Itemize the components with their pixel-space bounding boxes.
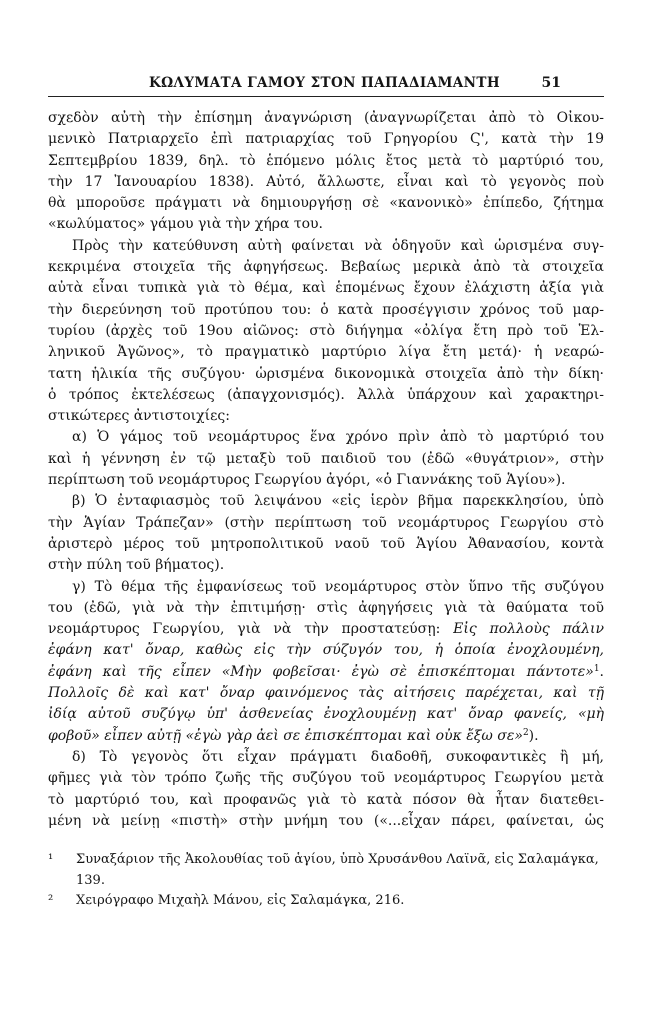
item-d-line: μένη νὰ μείνῃ «πιστὴ» στὴν μνήμη του («...εἶχαν πάρει, φαίνεται, ὡς bbox=[48, 812, 604, 829]
item-b-line: β) Ὁ ἐνταφιασμὸς τοῦ λειψάνου «εἰς ἱερὸν βῆμα παρεκκλησίου, ὑπὸ bbox=[72, 493, 604, 510]
quote-italic: Εἰς πολλοὺς πάλιν bbox=[453, 621, 605, 638]
text-line: ὁ τρόπος ἐκτελέσεως (ἀπαγχονισμός). Ἀλλὰ ὑπάρχουν καὶ χαρακτηρι- bbox=[48, 386, 604, 403]
quote-italic-line: Πολλοῖς δὲ καὶ κατ' ὄναρ φαινόμενος τὰς αἰτήσεις παρέχεται, καὶ τῇ bbox=[48, 685, 604, 702]
item-c-line: του (ἐδῶ, γιὰ νὰ τὴν ἐπιτιμήσῃ· στὶς ἀφηγήσεις γιὰ τὰ θαύματα τοῦ bbox=[48, 599, 604, 616]
item-a-line: περίπτωση τοῦ νεομάρτυρος Γεωργίου ἀγόρι, «ὁ Γιαννάκης τοῦ Ἁγίου»). bbox=[48, 472, 566, 489]
footnote-text: Συναξάριον τῆς Ἀκολουθίας τοῦ ἁγίου, ὑπὸ Χρυσάνθου Λαϊνᾶ, εἰς Σαλαμάγκα, bbox=[76, 852, 599, 867]
page-number: 51 bbox=[541, 75, 561, 91]
text-line: στικώτερες ἀντιστοιχίες: bbox=[48, 408, 230, 425]
running-title: ΚΩΛΥΜΑΤΑ ΓΑΜΟΥ ΣΤΟΝ ΠΑΠΑΔΙΑΜΑΝΤΗ bbox=[148, 75, 501, 91]
footnotes bbox=[48, 850, 604, 912]
text-line: μενικὸ Πατριαρχεῖο ἐπὶ πατριαρχίας τοῦ Γρηγορίου Ϛ', κατὰ τὴν 19 bbox=[48, 131, 604, 148]
text-line: αὐτὰ εἶναι τυπικὰ γιὰ τὸ θέμα, καὶ ἑπομένως ἔχουν ἐλάχιστη ἀξία γιὰ bbox=[48, 280, 604, 297]
text-line: τυρίου (ἀρχὲς τοῦ 19ου αἰῶνος: στὸ διήγημα «ὀλίγα ἔτη πρὸ τοῦ Ἑλ- bbox=[48, 322, 604, 339]
quote-italic-line: ἐφάνη καὶ τῆς εἶπεν «Μὴν φοβεῖσαι· ἐγὼ σὲ ἐπισκέπτομαι πάντοτε»$^1$. bbox=[48, 663, 604, 680]
text-line: τὴν 17 Ἰανουαρίου 1838). Αὐτό, ἄλλωστε, εἶναι καὶ τὸ γεγονὸς ποὺ bbox=[48, 173, 604, 190]
item-d-line: τὸ μαρτύριό του, καὶ προφανῶς γιὰ τὸ κατὰ πόσον θὰ ἦταν διατεθει- bbox=[48, 791, 604, 808]
footnote-marker: ¹ bbox=[48, 852, 54, 867]
footnote bbox=[48, 891, 604, 912]
footnote-continuation: 139. bbox=[76, 872, 105, 888]
item-b-line: ἀριστερὸ μέρος τοῦ μητροπολιτικοῦ ναοῦ τοῦ Ἁγίου Ἀθανασίου, κοντὰ bbox=[48, 535, 604, 552]
item-b-line: τὴν Ἁγίαν Τράπεζαν» (στὴν περίπτωση τοῦ νεομάρτυρος Γεωργίου στὸ bbox=[48, 514, 604, 531]
text-line: ληνικοῦ Ἀγῶνος», τὸ πραγματικὸ μαρτύριο λίγα ἔτη μετά)· ἡ νεαρώ- bbox=[48, 344, 604, 361]
header-rule bbox=[48, 96, 604, 97]
item-c-text: νεομάρτυρος Γεωργίου, γιὰ νὰ τὴν προστατεύσῃ: bbox=[48, 621, 441, 638]
footnote-ref: 1 bbox=[593, 663, 600, 674]
footnote-ref: 2 bbox=[522, 727, 529, 738]
text-line: σχεδὸν αὐτὴ τὴν ἐπίσημη ἀναγνώριση (ἀναγνωρίζεται ἀπὸ τὸ Οἰκου- bbox=[48, 110, 604, 126]
item-d-line: φῆμες γιὰ τὸν τρόπο ζωῆς τῆς συζύγου τοῦ νεομάρτυρος Γεωργίου μετὰ bbox=[48, 770, 604, 787]
quote-italic-line bbox=[48, 726, 604, 747]
item-a-line: α) Ὁ γάμος τοῦ νεομάρτυρος ἕνα χρόνο πρὶν ἀπὸ τὸ μαρτύριό του bbox=[72, 429, 604, 446]
footnote bbox=[48, 850, 604, 871]
quote-italic-line: ἰδίᾳ αὐτοῦ συζύγῳ ὑπ' ἀσθενείας ἐνοχλουμένῃ κατ' ὄναρ φανείς, «μὴ bbox=[48, 706, 604, 723]
footnote-marker: ² bbox=[48, 893, 54, 908]
text-line: τὴν διερεύνηση τοῦ προτύπου του: ὁ κατὰ προσέγγισιν χρόνος τοῦ μαρ- bbox=[48, 301, 604, 318]
closing-punct: ). bbox=[528, 727, 539, 744]
item-c-line: γ) Τὸ θέμα τῆς ἐμφανίσεως τοῦ νεομάρτυρος στὸν ὕπνο τῆς συζύγου bbox=[72, 578, 604, 595]
quote-italic: φοβοῦ» εἶπεν αὐτῇ «ἐγὼ γὰρ ἀεὶ σε ἐπισκέπτομαι καὶ οὐκ ἔξω σε» bbox=[48, 727, 523, 744]
item-b-line: στὴν πύλη τοῦ βήματος). bbox=[48, 557, 225, 574]
text-line: Πρὸς τὴν κατεύθυνση αὐτὴ φαίνεται νὰ ὁδηγοῦν καὶ ὡρισμένα συγ- bbox=[72, 237, 604, 254]
text-line: Σεπτεμβρίου 1839, δηλ. τὸ ἑπόμενο μόλις ἔτος μετὰ τὸ μαρτύριό του, bbox=[48, 152, 604, 169]
text-line: κεκριμένα στοιχεῖα τῆς ἀφηγήσεως. Βεβαίως μερικὰ ἀπὸ τὰ στοιχεῖα bbox=[48, 259, 604, 276]
footnote-text: Χειρόγραφο Μιχαὴλ Μάνου, εἰς Σαλαμάγκα, 216. bbox=[76, 893, 405, 908]
item-c-line bbox=[48, 619, 604, 640]
text-line: θὰ μποροῦσε πράγματι νὰ δημιουργήσῃ σὲ «κανονικὸ» ἐπίπεδο, ζήτημα bbox=[48, 195, 604, 212]
text-line: τατη ἡλικία τῆς συζύγου· ὡρισμένα δικονομικὰ στοιχεῖα ἀπὸ τὴν δίκη· bbox=[48, 365, 604, 382]
item-d-line: δ) Τὸ γεγονὸς ὅτι εἶχαν πράγματι διαδοθῆ, συκοφαντικὲς ἢ μή, bbox=[72, 748, 604, 765]
item-a-line: καὶ ἡ γέννηση ἐν τῷ μεταξὺ τοῦ παιδιοῦ του (ἐδῶ «θυγάτριον», στὴν bbox=[48, 450, 604, 467]
quote-italic: ἐφάνη καὶ τῆς εἶπεν «Μὴν φοβεῖσαι· ἐγὼ σὲ ἐπισκέπτομαι πάντοτε» bbox=[48, 663, 594, 680]
quote-italic-line: ἐφάνη κατ' ὄναρ, καθὼς εἰς τὴν σύζυγόν του, ἡ ὁποία ἐνοχλουμένη, bbox=[48, 642, 604, 659]
text-line: «κωλύματος» γάμου γιὰ τὴν χήρα του. bbox=[48, 216, 324, 233]
main-text bbox=[48, 108, 604, 832]
